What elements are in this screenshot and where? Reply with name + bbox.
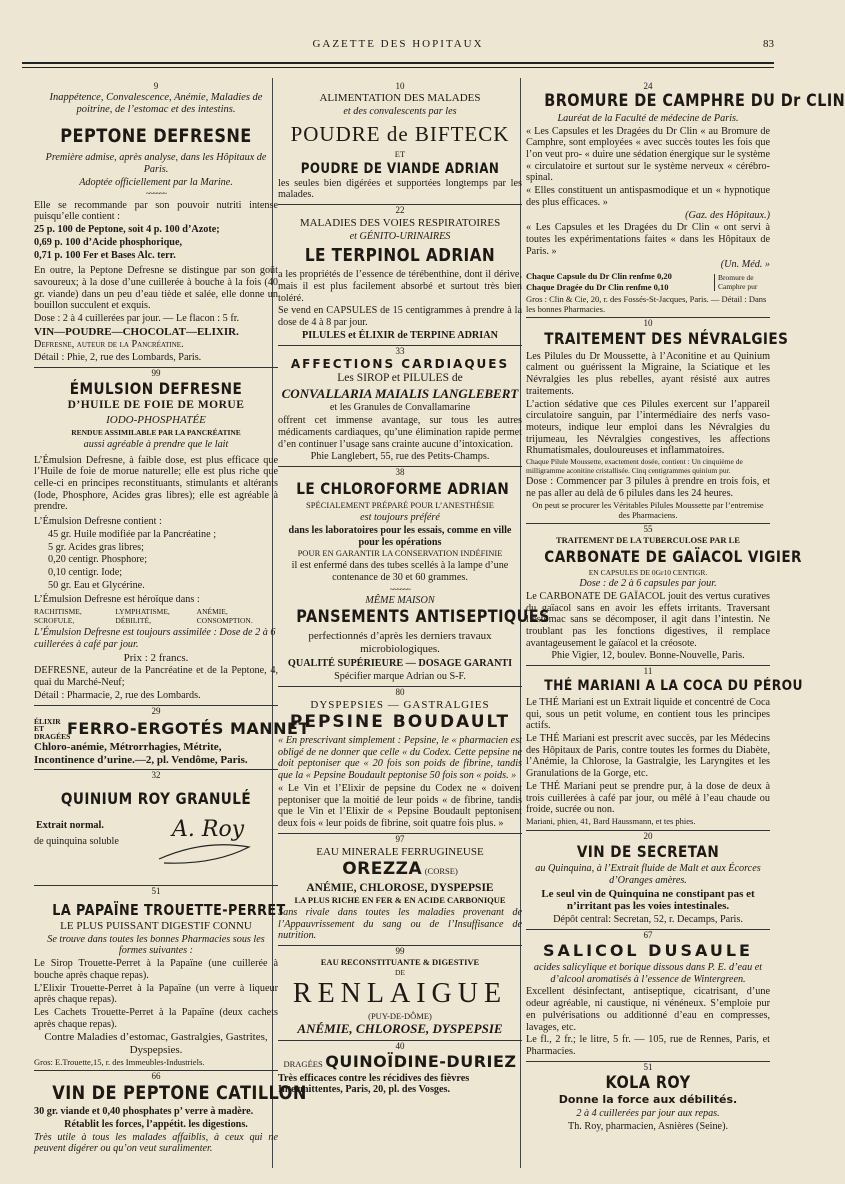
- column-2: [278, 80, 550, 1097]
- ad-number: 11: [526, 665, 770, 676]
- ad-text: TRAITEMENT DE LA TUBERCULOSE PAR LE: [556, 535, 740, 546]
- renlaigue-title: RENLAIGUE: [292, 978, 508, 1010]
- ad-subtitle: Inappétence, Convalescence, Anémie, Maladies de poitrine, de l’estomac et des intestins.: [49, 92, 263, 116]
- ad-text: Dose : 2 à 4 cuillerées par jour. — Le flacon : 5 fr.: [34, 313, 240, 325]
- ad-number: 99: [34, 367, 278, 378]
- ad-text: Chloro-anémie, Métrorrhagies, Métrite, Incontinence d’urine.—2, pl. Vendôme, Paris.: [34, 741, 248, 766]
- ad-text: est toujours préféré: [360, 512, 440, 524]
- ad-text: Gros: E.Trouette,15, r. des Immeubles-Industriels.: [34, 1056, 205, 1067]
- ad-text: Dose : de 2 à 6 capsules par jour.: [579, 578, 717, 590]
- ad-text: Le THÉ Mariani est prescrit avec succès, par les Médecins des Hôpitaux de Paris, contre toutes les formes du Diabète, l’Anémie, la Chlorose, la Gastralgie, les Laryngites et les Granulations de la Gorge, etc.: [526, 733, 770, 780]
- dose-lines: [526, 271, 714, 294]
- ad-text: Se vend en CAPSULES de 15 centigrammes à prendre à la dose de 4 à 8 par jour.: [278, 305, 522, 329]
- ad-text: DEFRESNE, auteur de la Pancréatine et de la Peptone, 4, quai du Marché-Neuf;: [34, 665, 278, 689]
- ad-text: ANÉMIE, CHLOROSE, DYSPEPSIE: [297, 1021, 503, 1037]
- ad-text: offrent cet immense avantage, sur tous les autres médicaments cardiaques, qu’une élimination rapide permet d’en continuer l’usage sans crainte aucune d’intoxication.: [278, 415, 522, 450]
- ad-text: Th. Roy, pharmacien, Asnières (Seine).: [567, 1120, 729, 1132]
- ad-number: 24: [643, 81, 653, 91]
- ad-number: 10: [395, 81, 405, 91]
- quinium-roy-title: QUINIUM ROY GRANULÉ: [60, 789, 252, 809]
- ad-text: ANÉMIE, CHLOROSE, DYSPEPSIE: [306, 881, 494, 894]
- ad-number: 99: [278, 945, 522, 956]
- ad-text: LE PLUS PUISSANT DIGESTIF CONNU: [60, 920, 252, 933]
- ad-number: 80: [278, 686, 522, 697]
- ad-text: L’Émulsion Defresne contient :: [34, 516, 162, 528]
- ad-text: RENDUE ASSIMILABLE PAR LA PANCRÉATINE: [71, 428, 241, 438]
- ad-text: Le CARBONATE DE GAÏACOL jouit des vertus curatives du gaïacol sans en avoir les effets irritants. Traversant l’estomac sans se décomposer, il agit dans l’intestin. Ne troublant pas les fonctions digestives, il remplace avantageusement le gaïacol et la créosote.: [526, 590, 770, 649]
- ferro-ergotes-heading: [34, 716, 310, 741]
- ad-text: Sans rivale dans toutes les maladies provenant de l’Appauvrissement du sang ou de l’Insuffisance de nutrition.: [278, 906, 522, 942]
- ad-text: EAU RECONSTITUANTE & DIGESTIVE: [320, 957, 480, 967]
- ornament: ~~~~~~: [390, 584, 410, 594]
- ad-text: L’Émulsion Defresne est toujours assimilée : Dose de 2 à 6 cuillerées à café par jour.: [34, 627, 276, 651]
- ad-text: Spécifier marque Adrian ou S-F.: [334, 671, 466, 683]
- ad-text: POUR EN GARANTIR LA CONSERVATION INDÉFINIE: [297, 548, 503, 559]
- ferro-ergotes-title: FERRO-ERGOTÉS MANNET: [67, 718, 310, 738]
- vin-secretan-title: VIN DE SECRETAN: [576, 841, 720, 861]
- ad-number: 20: [526, 830, 770, 841]
- vin-peptone-title: VIN DE PEPTONE CATILLON: [52, 1082, 307, 1105]
- ad-text: Très efficaces contre les récidives des fièvres Intermittentes, Paris, 20, pl. des Vosges.: [278, 1072, 470, 1096]
- ad-text: Mariani, phien, 41, Bard Haussmann, et tes phies.: [526, 816, 696, 827]
- ad-text: de quinquina soluble: [34, 835, 119, 847]
- ad-text: Dépôt central: Secretan, 52, r. Decamps, Paris.: [553, 913, 743, 925]
- ad-text: Le THÉ Mariani peut se prendre pur, à la dose de deux à trois cuillerées à café par jour, ou mêlé à l’eau chaude ou froide, sucrée ou non.: [526, 780, 770, 816]
- ad-text: L’action sédative que ces Pilules exercent sur l’appareil circulatoire sanguin, par l’intermédiaire des nerfs vaso-moteurs, indique leur emploi dans les Névralgies du trijumeau, les Névralgies congestives, les affections Rhumatismales, douloureuses et inflammatoires.: [526, 398, 770, 457]
- ad-number: 40: [278, 1040, 522, 1051]
- pepsine-boudault-title: PEPSINE BOUDAULT: [289, 712, 511, 733]
- ad-text: au Quinquina, à l’Extrait fluide de Malt et aux Écorces d’Oranges amères.: [535, 863, 761, 886]
- ad-number: 10: [526, 317, 770, 328]
- ad-text: Le seul vin de Quinquina ne constipant pas et n’irritant pas les voies intestinales.: [541, 887, 755, 913]
- ad-text: ET: [394, 148, 406, 159]
- ad-text: Détail : Phie, 2, rue des Lombards, Paris.: [34, 352, 202, 364]
- ad-text: 25 p. 100 de Peptone, soit 4 p. 100 d’Azote;: [34, 224, 220, 236]
- indications-table: [34, 608, 278, 625]
- convallaria-title: CONVALLARIA MAIALIS LANGLEBERT: [281, 385, 519, 401]
- ad-text: 0,69 p. 100 d’Acide phosphorique,: [34, 236, 183, 248]
- ad-text: Extrait normal.: [36, 819, 104, 831]
- ad-text: dans les laboratoires pour les essais, comme en ville pour les opérations: [288, 524, 512, 548]
- ad-text: Contre Maladies d’estomac, Gastralgies, Gastrites, Dyspepsies.: [44, 1031, 268, 1057]
- ad-number: 55: [526, 523, 770, 534]
- orezza-heading: [278, 860, 522, 880]
- journal-title: GAZETTE DES HOPITAUX: [312, 38, 484, 50]
- ad-text: DYSPEPSIES — GASTRALGIES: [310, 698, 490, 711]
- ad-text: 45 gr. Huile modifiée par la Pancréatine ;: [48, 528, 217, 540]
- ad-text: Bromure de Camphre pur: [714, 274, 770, 291]
- traitement-nevralgies-title: TRAITEMENT DES NÉVRALGIES: [544, 329, 789, 349]
- ad-text: Prix : 2 francs.: [123, 651, 189, 664]
- ad-text: VIN—POUDRE—CHOCOLAT—ELIXIR.: [34, 325, 239, 338]
- ad-number: 66: [34, 1070, 278, 1081]
- ad-text: LA PLUS RICHE EN FER & EN ACIDE CARBONIQUE: [294, 895, 506, 906]
- ad-text: Chaque Dragée du Dr Clin renfme 0,10: [526, 282, 669, 292]
- ad-text: (Gaz. des Hôpitaux.): [685, 209, 770, 221]
- header-rule: [22, 62, 774, 64]
- ad-text: Gros : Clin & Cie, 20, r. des Fossés-St-Jacques, Paris. — Détail : Dans les bonnes Pharmacies.: [526, 293, 767, 314]
- kola-roy-title: KOLA ROY: [605, 1072, 691, 1093]
- ad-text: Chaque Pilule Moussette, exactement dosée, contient : Un cinquième de milligramme aconitine cristallisée. Cinq centigrammes quinium pur.: [526, 457, 743, 475]
- ad-text: (CORSE): [424, 866, 458, 877]
- ad-number: 29: [34, 705, 278, 716]
- indication: SCROFULE,: [34, 615, 75, 625]
- indication: ANÉMIE,: [196, 607, 228, 617]
- ad-text: ÉLIXIR ET DRAGÉES: [34, 716, 71, 741]
- ad-number: 97: [278, 833, 522, 844]
- indication: RACHITISME,: [34, 607, 82, 617]
- ad-text: Donne la force aux débilités.: [558, 1093, 738, 1107]
- ad-text: « Elles constituent un antispasmodique et un « hypnotique des plus efficaces. »: [526, 185, 770, 208]
- bromure-title: BROMURE DE CAMPHRE DU Dr CLIN: [544, 91, 845, 112]
- ad-text: 50 gr. Eau et Glycérine.: [48, 579, 145, 591]
- ad-text: Excellent désinfectant, antiseptique, cicatrisant, d’une odeur agréable, ni caustique, ni vénéneux. S’emploie pur en pulvérisations ou additionné d’eau en compresses, lavages, etc.: [526, 986, 770, 1033]
- ad-text: SPÉCIALEMENT PRÉPARÉ POUR L’ANESTHÉSIE: [306, 500, 494, 511]
- ad-text: Les Pilules du Dr Moussette, à l’Aconitine et au Quinium calment ou guérissent la Migraine, la Sciatique et les Névralgies les plus rebelles, ayant résisté aux autres traitements.: [526, 350, 770, 397]
- ad-text: Détail : Pharmacie, 2, rue des Lombards.: [34, 689, 201, 701]
- indication: LYMPHATISME,: [115, 607, 170, 617]
- salicol-dusaule-title: SALICOL DUSAULE: [543, 940, 753, 960]
- ad-text: Le fl., 2 fr.; le litre, 5 fr. — 105, rue de Rennes, Paris, et Pharmacies.: [526, 1034, 770, 1058]
- ad-text: (PUY-DE-DÔME): [368, 1010, 432, 1021]
- ad-text: QUALITÉ SUPÉRIEURE — DOSAGE GARANTI: [287, 658, 513, 670]
- emulsion-defresne-title: ÉMULSION DEFRESNE: [69, 378, 243, 398]
- ad-text: 0,10 centigr. Iode;: [48, 566, 123, 578]
- ad-text: aussi agréable à prendre que le lait: [83, 438, 229, 450]
- ad-text: D’HUILE DE FOIE DE MORUE: [67, 399, 245, 412]
- peptone-defresne-title: PEPTONE DEFRESNE: [60, 125, 252, 148]
- ad-text: 0,20 centigr. Phosphore;: [48, 554, 148, 566]
- ad-text: PILULES et ÉLIXIR de TERPINE ADRIAN: [302, 329, 498, 341]
- ad-number: 32: [34, 769, 278, 780]
- ad-text: a les propriétés de l’essence de térébenthine, dont il dérive, mais il est plus facilement absorbé et surtout très bien toléré.: [278, 269, 522, 304]
- orezza-title: OREZZA: [342, 859, 423, 880]
- ad-text: L’Émulsion Defresne est héroïque dans :: [34, 594, 200, 606]
- ad-text: Lauréat de la Faculté de médecine de Paris.: [557, 112, 739, 124]
- ad-number: 38: [278, 466, 522, 477]
- ad-text: EN CAPSULES DE 0Gr10 CENTIGR.: [588, 567, 708, 577]
- ad-number: 51: [526, 1061, 770, 1072]
- ad-text: Le Sirop Trouette-Perret à la Papaïne (une cuillerée à bouche après chaque repas).: [34, 958, 278, 981]
- quinoidine-heading: [278, 1053, 522, 1071]
- ad-text: Le THÉ Mariani est un Extrait liquide et concentré de Coca qui, sous un petit volume, en contient tous les principes actifs.: [526, 696, 770, 732]
- ad-text: Defresne, auteur de la Pancréatine.: [34, 339, 184, 351]
- indication: CONSOMPTION.: [196, 615, 253, 625]
- column-1: [34, 80, 310, 1156]
- bromure-dose-block: [526, 271, 770, 294]
- ad-text: les seules bien digérées et supportées longtemps par les malades.: [278, 177, 522, 201]
- ad-text: Elle se recommande par son pouvoir nutriti intense puisqu’elle contient :: [34, 199, 278, 223]
- ad-text: et des convalescents par les: [343, 105, 457, 117]
- chloroforme-title: LE CHLOROFORME ADRIAN: [296, 479, 510, 499]
- ad-text: MÊME MAISON: [365, 594, 435, 606]
- ad-text: (Un. Méd. »: [720, 258, 770, 270]
- ad-text: Se trouve dans toutes les bonnes Pharmacies sous les formes suivantes :: [47, 933, 265, 957]
- ad-text: MALADIES DES VOIES RESPIRATOIRES: [299, 217, 501, 230]
- terpinol-title: LE TERPINOL ADRIAN: [304, 244, 496, 266]
- quinium-block: [34, 817, 278, 867]
- ad-text: En outre, la Peptone Defresne se distingue par son goût savoureux; à la dose d’une cuillerée à bouche à la fois (40 gr. viande) dans un peu d’eau tiède et salée, elle donne un bouillon succulent et exquis.: [34, 265, 278, 312]
- ad-text: Très utile à tous les malades affaiblis, à ceux qui ne peuvent digérer ou qu’on veut suralimenter.: [34, 1131, 278, 1155]
- page-header: [22, 38, 774, 58]
- ad-number: 33: [278, 345, 522, 356]
- ad-text: Phie Vigier, 12, boulev. Bonne-Nouvelle, Paris.: [551, 650, 745, 662]
- ad-text: 2 à 4 cuillerées par jour aux repas.: [576, 1107, 720, 1119]
- ad-text: Rétablit les forces, l’appétit. les digestions.: [64, 1119, 248, 1131]
- ad-text: DE: [395, 967, 405, 977]
- poudre-viande-title: POUDRE DE VIANDE ADRIAN: [300, 160, 500, 177]
- ad-text: « Les Capsules et les Dragées du Dr Clin « ont servi à toutes les expérimentations faites « dans les Hôpitaux de Paris. »: [526, 222, 770, 257]
- papaine-title: LA PAPAÏNE TROUETTE-PERRET: [52, 900, 286, 919]
- ad-number: 9: [153, 81, 159, 91]
- ad-text: IODO-PHOSPHATÉE: [106, 413, 206, 426]
- pansements-title: PANSEMENTS ANTISEPTIQUES: [296, 607, 550, 628]
- carbonate-gaiacol-title: CARBONATE DE GAÏACOL VIGIER: [544, 547, 802, 567]
- ad-text: 30 gr. viande et 0,40 phosphates p’ verre à madère.: [34, 1106, 254, 1118]
- ad-text: EAU MINERALE FERRUGINEUSE: [316, 845, 484, 858]
- poudre-bifteck-title: POUDRE de BIFTECK: [290, 121, 510, 146]
- ad-text: L’Elixir Trouette-Perret à la Papaïne (un verre à liqueur après chaque repas).: [34, 982, 278, 1006]
- ad-text: Les Cachets Trouette-Perret à la Papaïne (deux cachets après chaque repas).: [34, 1007, 278, 1030]
- ad-text: 5 gr. Acides gras libres;: [48, 541, 144, 553]
- ad-text: On peut se procurer les Véritables Pilules Moussette par l’entremise des Pharmaciens.: [532, 499, 764, 520]
- ad-number: 51: [34, 885, 278, 896]
- ad-number: 67: [526, 929, 770, 940]
- ad-text: Phie Langlebert, 55, rue des Petits-Champs.: [310, 451, 490, 463]
- ad-text: Adoptée officiellement par la Marine.: [79, 176, 233, 188]
- ad-text: Première admise, après analyse, dans les Hôpitaux de Paris.: [45, 152, 267, 176]
- column-3: [526, 80, 845, 1133]
- ad-text: Dose : Commencer par 3 pilules à prendre en trois fois, et ne pas aller au delà de 6 pilules dans les 24 heures.: [526, 476, 770, 500]
- page-number: 83: [763, 38, 774, 50]
- ad-text: et les Granules de Convallamarine: [329, 402, 471, 414]
- ad-text: Les SIROP et PILULES de: [337, 372, 463, 385]
- ad-text: et GÉNITO-URINAIRES: [349, 230, 451, 242]
- ad-text: acides salicylique et borique dissous dans P. E. d’eau et d’alcool aromatisés à l’essence de Wintergreen.: [533, 962, 763, 985]
- ad-text: ALIMENTATION DES MALADES: [319, 92, 481, 105]
- indication: DÉBILITÉ,: [115, 615, 151, 625]
- ad-text: Chaque Capsule du Dr Clin renfme 0,20: [526, 271, 672, 282]
- the-mariani-title: THÉ MARIANI A LA COCA DU PÉROU: [544, 678, 803, 695]
- ad-number: 22: [278, 204, 522, 215]
- ad-text: perfectionnés d’après les derniers travaux microbiologiques.: [308, 630, 492, 655]
- ad-text: DRAGÉES: [283, 1059, 323, 1070]
- header-rule-thin: [22, 67, 774, 68]
- ad-heading: AFFECTIONS CARDIAQUES: [290, 356, 510, 371]
- ornament: ~~~~~~: [146, 189, 166, 199]
- signature-flourish: [154, 837, 254, 867]
- ad-text: « En prescrivant simplement : Pepsine, le « pharmacien est obligé de ne donner que celle « du Codex. Cette pepsine ne doit peptoniser que « 20 fois son poids de fibrine, tandis que la « Pepsine Boudault peptonise 50 fois son « poids. »: [278, 734, 522, 782]
- signature: A. Roy: [172, 816, 245, 842]
- ad-text: 0,71 p. 100 Fer et Bases Alc. terr.: [34, 249, 176, 261]
- ad-text: « Les Capsules et les Dragées du Dr Clin « au Bromure de Camphre, sont employées « avec succès toutes les fois que l’on veut pro- « duire une sédation énergique sur le système « circulatoire et surtout sur le système nerveux « cérébro-spinal.: [526, 125, 770, 184]
- ad-text: il est enfermé dans des tubes scellés à la lampe d’une contenance de 30 et 60 grammes.: [291, 560, 509, 583]
- quinoidine-title: QUINOÏDINE-DURIEZ: [325, 1052, 517, 1072]
- ad-text: L’Émulsion Defresne, à faible dose, est plus efficace que l’Huile de foie de morue naturelle; elle est plus riche que celle-ci en principes reconstituants, stimulants et altérants (Iode, Phosphore, Acides gras libres); elle est agréable à prendre.: [34, 454, 278, 513]
- ad-text: « Le Vin et l’Elixir de pepsine du Codex ne « doivent peptoniser que la moitié de leur poids « de fibrine, tandis que le Vin et l’Elixir de « Pepsine Boudault peptonisent deux fois « leur poids de fibrine, soit quatre fois plus. »: [278, 782, 522, 829]
